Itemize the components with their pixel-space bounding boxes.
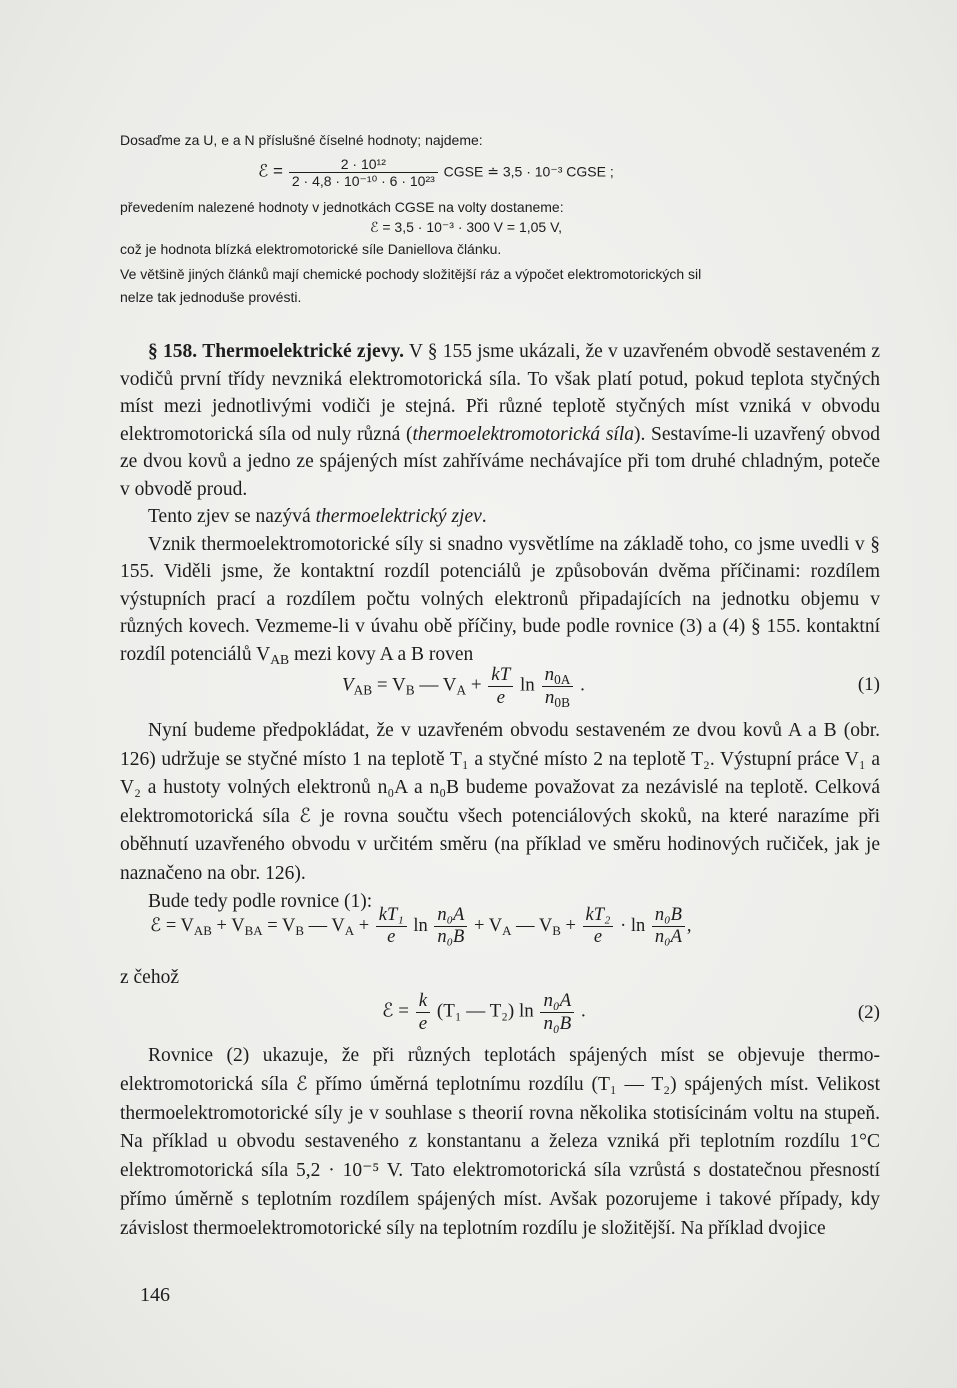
section-number: § 158. xyxy=(148,341,198,362)
equation-2 xyxy=(120,990,880,1046)
eq1-n0b-sub: 0B xyxy=(554,694,570,710)
eqs-s4: A xyxy=(344,923,355,939)
eqs-part1: ℰ = V xyxy=(150,916,194,937)
eq1-dot: . xyxy=(580,674,585,696)
z-ceho: z čehož xyxy=(120,967,179,988)
section-title: Thermoelektrické zjevy. xyxy=(202,341,404,362)
intro-line-2: převedením nalezené hodnoty v jednotkách CGSE na volty dostaneme: xyxy=(120,199,564,215)
eqs-ln1: ln xyxy=(413,916,428,937)
eqs-part5: + xyxy=(354,916,370,937)
section-paragraph-2: Tento zjev se nazývá xyxy=(148,506,316,527)
eqs-part6: + V xyxy=(473,916,503,937)
eq2-lhs: ℰ = xyxy=(382,1000,409,1022)
term-thermo-emf: thermoelektromotorická síla xyxy=(412,423,634,445)
eq1-ln: ln xyxy=(520,674,535,696)
section-paragraph-1: V § 155 jsme ukázali, že v uzavřeném obvodě sestaveném z vodičů první třídy nevzniká elektromotorická síla. To však platí potud, pokud teplota styčných míst mezi jednotlivými vodiči je stejná. Při různé teplotě styčných míst vzniká v obvodu elektromotorická síla od nuly různá ( xyxy=(120,341,880,445)
eq1-v: V xyxy=(342,674,354,696)
eqs-f1n: kT₁ xyxy=(378,905,404,925)
eq1-n0a-sub: 0A xyxy=(554,672,571,687)
equation-2-number: (2) xyxy=(857,1002,880,1023)
section-paragraph-1-end: ). Sestavíme-li uzavřený obvod ze dvou kovů a jedno ze spájených míst zahříváme nechávajíce při tom druhé chladným, poteče v obvodě proud. xyxy=(120,423,880,500)
eq1-kt: kT xyxy=(491,664,511,685)
eq1-v-sub: AB xyxy=(353,682,373,698)
eqs-s6: A xyxy=(502,923,512,939)
section-paragraph-2-end: . xyxy=(481,506,487,527)
eq1-n0b: n xyxy=(544,686,555,708)
eq2-e: e xyxy=(418,1012,428,1034)
eq2-mid: (T₁ — T₂) ln xyxy=(436,1000,534,1022)
eq-a-numerator: 2 · 10¹² xyxy=(289,156,438,173)
eqs-part7: — V xyxy=(511,916,553,937)
equation-sum xyxy=(120,905,880,961)
eqs-part8: + xyxy=(560,916,576,937)
page-number: 146 xyxy=(140,1284,170,1306)
eq-a-rhs: CGSE ≐ 3,5 · 10⁻³ CGSE ; xyxy=(443,163,614,180)
paragraph-4 xyxy=(120,717,880,917)
eqs-ln2: · ln xyxy=(620,916,646,937)
intro-line-1: Dosaďme za U, e a N příslušné číselné hodnoty; najdeme: xyxy=(120,132,483,148)
equation-emf-volts: ℰ = 3,5 · 10⁻³ · 300 V = 1,05 V, xyxy=(370,219,563,235)
intro-line-5: nelze tak jednoduše provésti. xyxy=(120,289,302,305)
intro-line-3: což je hodnota blízká elektromotorické síle Daniellova článku. xyxy=(120,241,502,257)
eqs-part3: = V xyxy=(262,916,296,937)
section-paragraph-3-end: mezi kovy A a B roven xyxy=(289,643,474,665)
eq-a-lhs: ℰ = xyxy=(258,161,283,181)
section-paragraph-3: Vznik thermoelektromotorické síly si snadno vysvětlíme na základě toho, co jsme uvedli v § 155. Viděli jsme, že kontaktní rozdíl potenciálů je způsobován dvěma příčinami: rozdílem výstupních prací a rozdílem počtu volných elektronů připadajících na jednotku objemu v různých kovech. Vezmeme-li v úvahu obě příčiny, bude podle rovnice (3) a (4) § 155. kontaktní rozdíl potenciálů V xyxy=(120,533,880,665)
eq2-n0a: n₀A xyxy=(543,990,572,1011)
eq2-n0b: n₀B xyxy=(543,1012,572,1034)
paragraph-6 xyxy=(120,1042,880,1244)
eqs-f3d: e xyxy=(593,927,603,948)
paragraph-4-text: Nyní budeme předpokládat, že v uzavřeném obvodu sestaveném ze dvou kovů A a B (obr. 126) udržuje se styčné místo 1 na teplotě T₁ a styčné místo 2 na teplotě T₂. Výstupní práce V₁ a V₂ a hustoty volných elektronů n₀A a n₀B budeme považovat za nezávislé na teplotě. Celková elektromotorická síla ℰ je rovna součtu všech potenciálových skoků, na které narazíme při oběhnutí uzavřeného obvodu v určitém směru (na příklad ve směru hodinových ručiček, jak je naznačeno na obr. 126). xyxy=(120,720,880,884)
eq2-k: k xyxy=(418,990,428,1011)
eq1-equals: = V xyxy=(376,674,406,696)
eqs-f4n: n₀B xyxy=(654,905,682,925)
equation-emf-cgse xyxy=(120,152,880,196)
eqs-comma: , xyxy=(686,916,692,937)
eq-a-denominator: 2 · 4,8 · 10⁻¹⁰ · 6 · 10²³ xyxy=(291,173,435,190)
eqs-s1: AB xyxy=(193,923,212,939)
eqs-f4d: n₀A xyxy=(654,927,682,948)
equation-1 xyxy=(120,662,880,718)
eq1-n0a: n xyxy=(544,664,555,685)
eqs-part4: — V xyxy=(303,916,345,937)
eqs-f3n: kT₂ xyxy=(585,905,611,925)
eqs-s7: B xyxy=(552,923,561,939)
eq1-sub-a: A xyxy=(456,682,467,698)
eqs-f2d: n₀B xyxy=(437,927,465,948)
eq1-plus: + xyxy=(466,674,482,696)
eq1-e: e xyxy=(496,686,505,708)
paragraph-5-text: Bude tedy podle rovnice (1): xyxy=(148,891,373,912)
term-thermo-effect: thermoelektrický zjev xyxy=(315,506,482,527)
p3-subscript: AB xyxy=(270,651,290,667)
eqs-part2: + V xyxy=(211,916,245,937)
eq2-dot: . xyxy=(580,1000,586,1022)
paragraph-6-text: Rovnice (2) ukazuje, že při různých teplotách spájených míst se objevuje thermoelektromotorická síla ℰ přímo úměrná teplotnímu rozdílu (T₁ — T₂) spájených míst. Velikost thermoelektromotorické síly je v souhlase s theorií rovna několika stotisícinám voltu na stupeň. Na příklad u obvodu sestaveného z konstantanu a železa vzniká při teplotním rozdílu 1°C elektromotorická síla 5,2 · 10⁻⁵ V. Tato elektromotorická síla vzrůstá s dostatečnou přesností přímo úměrně s teplotním rozdílem spájených míst. Avšak pozorujeme i takové případy, kdy závislost thermoelektromotorické síly na teplotním rozdílu je složitější. Na příklad dvojice xyxy=(120,1045,880,1239)
eq1-minus: — V xyxy=(414,674,457,696)
eqs-f2n: n₀A xyxy=(437,905,465,925)
section-158 xyxy=(120,338,880,668)
eqs-s3: B xyxy=(295,923,304,939)
eqs-s2: BA xyxy=(244,923,263,939)
equation-1-number: (1) xyxy=(857,674,880,695)
eq1-sub-b: B xyxy=(405,682,415,698)
intro-line-4: Ve většině jiných článků mají chemické pochody složitější ráz a výpočet elektromotorických sil xyxy=(120,266,702,282)
eqs-f1d: e xyxy=(387,927,396,948)
